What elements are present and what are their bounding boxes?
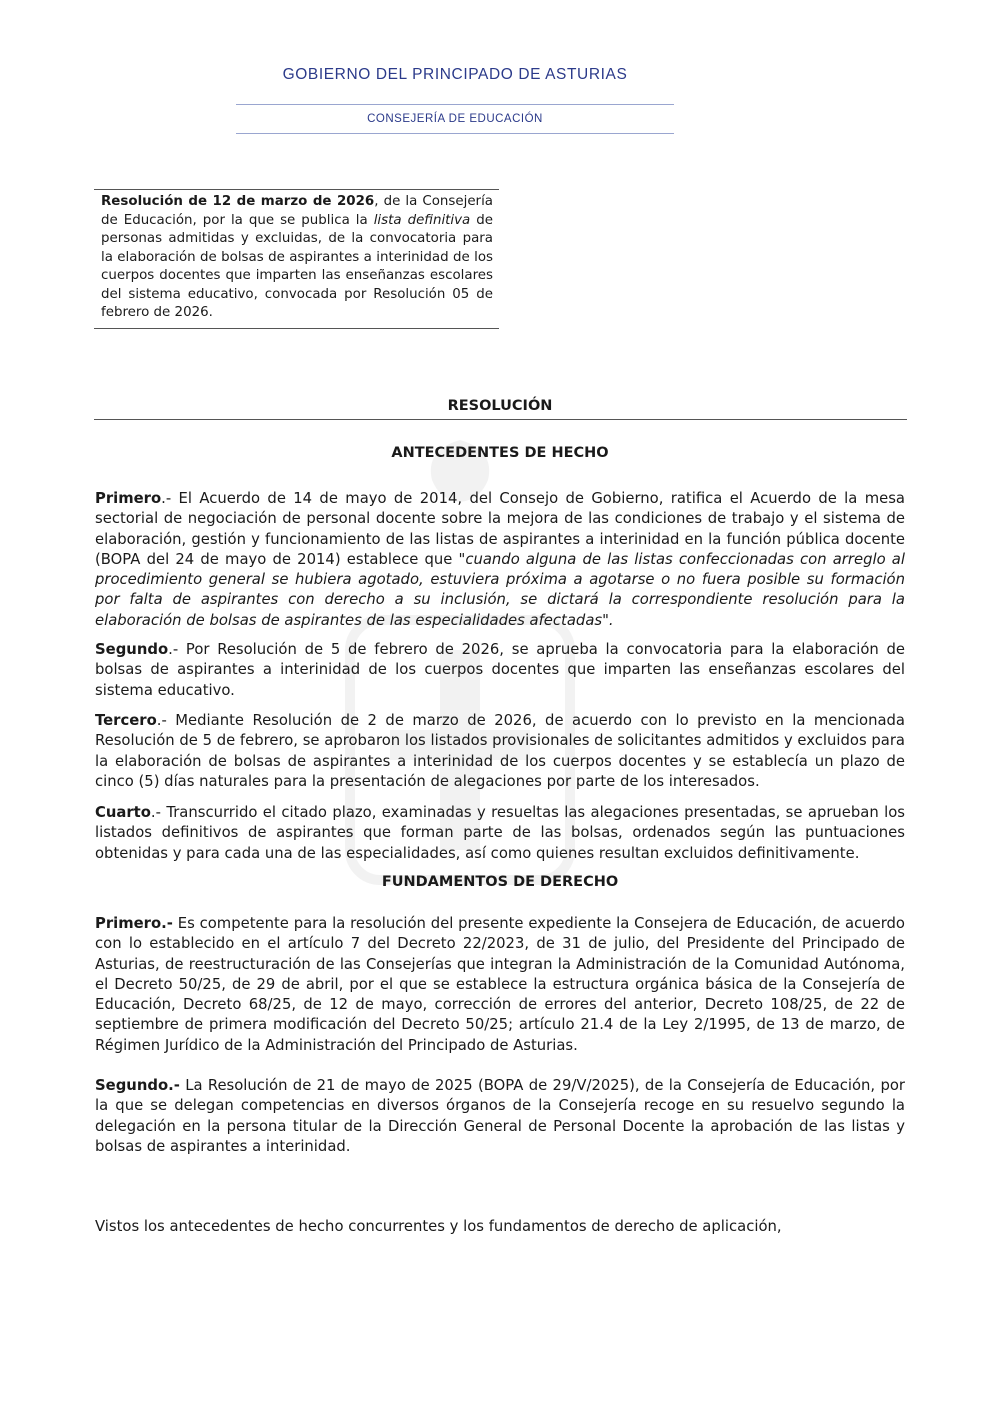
- summary-text-1: , de la Consejería de Educación, por la que se publica la: [101, 194, 493, 228]
- resolution-summary-text: [101, 193, 493, 323]
- antecedente-primero-label: Primero: [95, 490, 162, 507]
- antecedente-segundo-text: .- Por Resolución de 5 de febrero de 2026, se aprueba la convocatoria para la elaboración de bolsas de aspirantes a interinidad de los cuerpos docentes que imparten las enseñanzas escolares del sistema educativo.: [95, 641, 905, 699]
- summary-italic: lista definitiva: [373, 212, 471, 228]
- fundamento-primero-label: Primero.-: [95, 915, 173, 932]
- antecedente-primero-quote: "cuando alguna de las listas confeccionadas con arreglo al procedimiento general se hubiera agotado, estuviera próxima a agotarse o no fuera posible su formación por falta de aspirantes con derecho a su inclusión, se dictará la correspondiente resolución para la elaboración de bolsas de aspirantes de las especialidades afectadas".: [95, 550, 905, 629]
- resolution-divider: [94, 419, 907, 420]
- antecedente-primero: [95, 489, 905, 631]
- antecedente-tercero-text: .- Mediante Resolución de 2 de marzo de 2026, de acuerdo con lo previsto en la mencionada Resolución de 5 de febrero, se aprobaron los listados provisionales de solicitantes admitidos y excluidos para la elaboración de bolsas de aspirantes a interinidad de los cuerpos docentes y se establecía un plazo de cinco (5) días naturales para la presentación de alegaciones por parte de los interesados.: [95, 712, 905, 790]
- fundamentos-heading: FUNDAMENTOS DE DERECHO: [381, 874, 619, 890]
- fundamento-primero-text: Es competente para la resolución del presente expediente la Consejera de Educación, de acuerdo con lo establecido en el artículo 7 del Decreto 22/2023, de 31 de julio, del Presidente del Principado de Asturias, de reestructuración de las Consejerías que integran la Administración de la Comunidad Autónoma, el Decreto 50/25, de 29 de abril, por el que se establece la estructura orgánica básica de la Consejería de Educación, Decreto 68/25, de 12 de mayo, corrección de errores del anterior, Decreto 108/25, de 22 de septiembre de primera modificación del Decreto 50/25; artículo 21.4 de la Ley 2/1995, de 13 de marzo, de Régimen Jurídico de la Administración del Principado de Asturias.: [95, 915, 905, 1054]
- antecedente-cuarto-text: .- Transcurrido el citado plazo, examinadas y resueltas las alegaciones presentadas, se aprueban los listados definitivos de aspirantes que forman parte de las bolsas, ordenados según las puntuaciones obtenidas y para cada una de las especialidades, así como quienes resultan excluidos definitivamente.: [95, 804, 905, 862]
- antecedente-cuarto: [95, 803, 905, 864]
- header-subtitle: CONSEJERÍA DE EDUCACIÓN: [367, 113, 543, 125]
- antecedente-segundo: [95, 640, 905, 701]
- fundamento-segundo-label: Segundo.-: [95, 1077, 180, 1094]
- antecedentes-heading: ANTECEDENTES DE HECHO: [391, 445, 609, 461]
- closing-text: Vistos los antecedentes de hecho concurrentes y los fundamentos de derecho de aplicación,: [95, 1218, 782, 1235]
- antecedente-primero-text: .- El Acuerdo de 14 de mayo de 2014, del Consejo de Gobierno, ratifica el Acuerdo de la mesa sectorial de negociación de personal docente sobre la mejora de las condiciones de trabajo y el sistema de elaboración, gestión y funcionamiento de las listas de aspirantes a interinidad en la función pública docente (BOPA del 24 de mayo de 2014) establece que: [95, 490, 905, 568]
- resolution-summary-box: [94, 189, 499, 329]
- antecedente-tercero-label: Tercero: [95, 712, 157, 729]
- antecedente-cuarto-label: Cuarto: [95, 804, 151, 821]
- header-title: GOBIERNO DEL PRINCIPADO DE ASTURIAS: [282, 66, 628, 83]
- fundamento-primero: [95, 914, 905, 1056]
- summary-bold: Resolución de 12 de marzo de 2026: [101, 194, 375, 209]
- header-divider-bottom: [236, 133, 674, 134]
- antecedente-tercero: [95, 711, 905, 792]
- fundamento-segundo: [95, 1076, 905, 1157]
- summary-text-2: de personas admitidas y excluidas, de la convocatoria para la elaboración de bolsas de aspirantes a interinidad de los cuerpos docentes que imparten las enseñanzas escolares del sistema educativo, convocada por Resolución 05 de febrero de 2026.: [101, 212, 493, 320]
- header-divider-top: [236, 104, 674, 105]
- resolution-heading: RESOLUCIÓN: [447, 398, 553, 414]
- antecedente-segundo-label: Segundo: [95, 641, 169, 658]
- fundamento-segundo-text: La Resolución de 21 de mayo de 2025 (BOPA de 29/V/2025), de la Consejería de Educación, por la que se delegan competencias en diversos órganos de la Consejería recoge en su resuelvo segundo la delegación en la persona titular de la Dirección General de Personal Docente la aprobación de las listas y bolsas de aspirantes a interinidad.: [95, 1077, 905, 1155]
